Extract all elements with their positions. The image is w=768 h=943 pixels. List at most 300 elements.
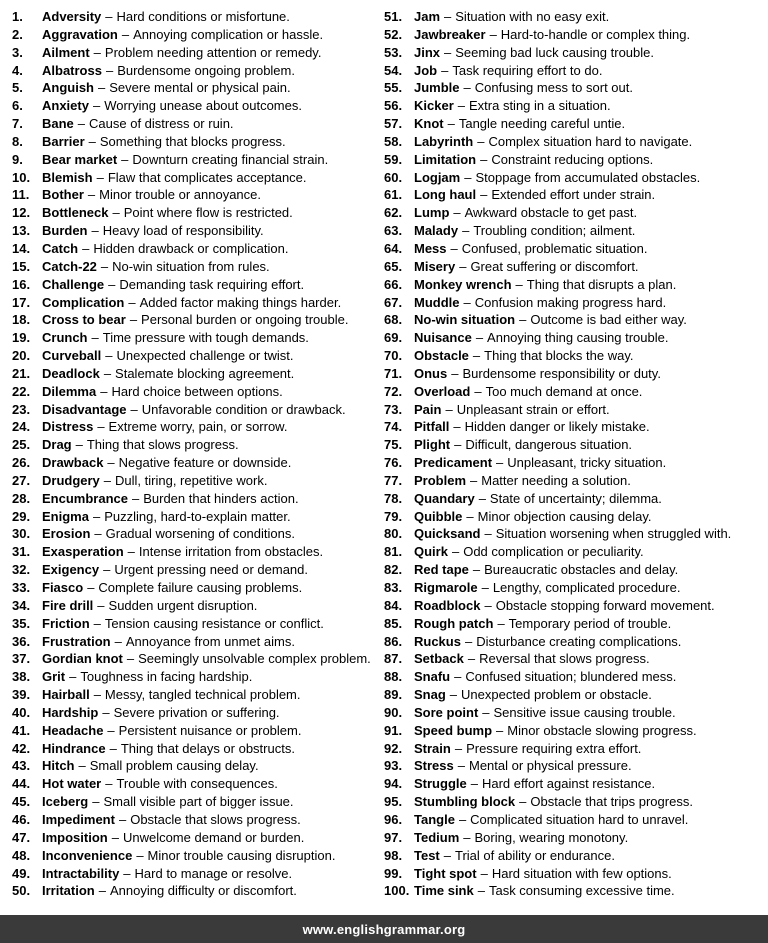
- item-term: Lump: [414, 205, 450, 221]
- list-item: [384, 329, 768, 347]
- item-term: Burden: [42, 223, 88, 239]
- list-item: [384, 668, 768, 686]
- list-item: [12, 115, 384, 133]
- item-number: 89.: [384, 687, 403, 703]
- item-separator: –: [127, 544, 135, 560]
- item-term: Plight: [414, 437, 451, 453]
- item-separator: –: [98, 80, 106, 96]
- item-definition: Seemingly unsolvable complex problem.: [138, 651, 371, 667]
- item-entry: [42, 668, 252, 686]
- item-entry: [42, 633, 295, 651]
- list-item: [12, 436, 384, 454]
- item-term: Jinx: [414, 44, 441, 60]
- list-item: [384, 686, 768, 704]
- item-separator: –: [91, 330, 99, 346]
- item-entry: [414, 882, 675, 900]
- item-entry: [414, 436, 632, 454]
- item-entry: [414, 865, 672, 883]
- item-definition: Thing that slows progress.: [86, 437, 239, 453]
- item-definition: Negative feature or downside.: [118, 455, 292, 471]
- list-item: [384, 418, 768, 436]
- list-item: [384, 97, 768, 115]
- item-definition: Messy, tangled technical problem.: [104, 687, 301, 703]
- item-number: 50.: [12, 883, 31, 899]
- item-number: 94.: [384, 776, 403, 792]
- item-term: Test: [414, 847, 440, 863]
- item-entry: [414, 44, 654, 62]
- item-definition: Problem needing attention or remedy.: [104, 44, 322, 60]
- item-term: Bane: [42, 116, 74, 132]
- item-separator: –: [454, 669, 462, 685]
- item-definition: Outcome is bad either way.: [530, 312, 687, 328]
- item-term: Exasperation: [42, 544, 124, 560]
- item-number: 14.: [12, 240, 31, 256]
- item-term: Misery: [414, 258, 456, 274]
- item-number: 74.: [384, 419, 403, 435]
- item-entry: [414, 633, 681, 651]
- item-definition: Hard choice between options.: [111, 383, 283, 399]
- item-number: 83.: [384, 580, 403, 595]
- list-item: [384, 436, 768, 454]
- item-number: 59.: [384, 151, 403, 167]
- list-item: [384, 597, 768, 615]
- item-definition: Toughness in facing hardship.: [80, 669, 253, 685]
- item-separator: –: [92, 794, 100, 810]
- item-definition: Persistent nuisance or problem.: [118, 722, 302, 738]
- item-entry: [414, 329, 668, 347]
- item-term: Overload: [414, 383, 471, 399]
- list-item: [384, 204, 768, 222]
- item-number: 27.: [12, 472, 31, 488]
- item-entry: [414, 186, 655, 204]
- list-item: [384, 865, 768, 883]
- item-term: Pitfall: [414, 419, 450, 435]
- item-separator: –: [112, 205, 120, 221]
- list-item: [384, 650, 768, 668]
- list-item: [12, 757, 384, 775]
- list-item: [384, 383, 768, 401]
- item-number: 40.: [12, 704, 31, 720]
- item-number: 63.: [384, 223, 403, 239]
- item-number: 58.: [384, 133, 403, 149]
- item-separator: –: [136, 847, 144, 863]
- item-definition: Flaw that complicates acceptance.: [107, 169, 307, 185]
- list-item: [12, 829, 384, 847]
- item-number: 28.: [12, 490, 31, 506]
- item-term: Iceberg: [42, 794, 89, 810]
- item-number: 61.: [384, 187, 403, 203]
- item-term: Muddle: [414, 294, 460, 310]
- item-number: 60.: [384, 169, 403, 185]
- item-separator: –: [108, 276, 116, 292]
- item-definition: Sudden urgent disruption.: [108, 597, 258, 613]
- item-number: 16.: [12, 276, 31, 292]
- item-number: 52.: [384, 26, 403, 42]
- item-number: 5.: [12, 80, 23, 96]
- item-number: 76.: [384, 455, 403, 471]
- item-definition: Odd complication or peculiarity.: [463, 544, 644, 560]
- item-entry: [414, 579, 680, 597]
- item-separator: –: [78, 758, 86, 774]
- item-term: Quirk: [414, 544, 448, 560]
- list-item: [384, 240, 768, 258]
- item-number: 93.: [384, 758, 403, 774]
- item-entry: [414, 847, 615, 865]
- item-definition: Confused situation; blundered mess.: [465, 669, 677, 685]
- list-item: [384, 311, 768, 329]
- item-separator: –: [97, 419, 105, 435]
- item-entry: [42, 865, 292, 883]
- item-definition: Minor trouble or annoyance.: [99, 187, 261, 203]
- item-definition: Tension causing resistance or conflict.: [104, 615, 324, 631]
- list-item: [12, 543, 384, 561]
- item-definition: Small problem causing delay.: [89, 758, 259, 774]
- item-entry: [414, 365, 661, 383]
- list-item: [12, 169, 384, 187]
- item-term: Catch-22: [42, 258, 97, 274]
- item-definition: Cause of distress or ruin.: [89, 116, 234, 132]
- item-term: Hindrance: [42, 740, 106, 756]
- item-definition: Great suffering or discomfort.: [470, 258, 639, 274]
- item-entry: [42, 26, 323, 44]
- list-item: [12, 151, 384, 169]
- item-term: Imposition: [42, 829, 108, 845]
- item-term: Disadvantage: [42, 401, 127, 417]
- item-number: 8.: [12, 133, 23, 149]
- item-term: Tight spot: [414, 865, 477, 881]
- item-number: 88.: [384, 669, 403, 685]
- item-number: 84.: [384, 597, 403, 613]
- item-definition: Disturbance creating complications.: [476, 633, 682, 649]
- item-separator: –: [451, 365, 459, 381]
- item-entry: [42, 811, 301, 829]
- item-entry: [42, 490, 299, 508]
- item-definition: Added factor making things harder.: [139, 294, 342, 310]
- item-term: Labyrinth: [414, 133, 474, 149]
- item-separator: –: [457, 98, 465, 114]
- item-term: Adversity: [42, 9, 102, 24]
- item-entry: [414, 543, 644, 561]
- item-separator: –: [481, 580, 489, 595]
- item-definition: Burdensome ongoing problem.: [117, 62, 295, 78]
- item-number: 65.: [384, 258, 403, 274]
- item-entry: [42, 793, 294, 811]
- item-definition: Minor objection causing delay.: [477, 508, 652, 524]
- item-definition: Extended effort under strain.: [491, 187, 656, 203]
- item-number: 22.: [12, 383, 31, 399]
- item-separator: –: [94, 526, 102, 542]
- item-separator: –: [463, 829, 471, 845]
- item-number: 77.: [384, 472, 403, 488]
- item-term: Stumbling block: [414, 794, 516, 810]
- item-entry: [42, 454, 291, 472]
- item-entry: [42, 704, 280, 722]
- item-definition: Severe privation or suffering.: [113, 704, 280, 720]
- item-entry: [414, 829, 628, 847]
- item-number: 4.: [12, 62, 23, 78]
- item-definition: Obstacle stopping forward movement.: [495, 597, 715, 613]
- item-definition: Urgent pressing need or demand.: [114, 562, 309, 578]
- item-number: 11.: [12, 187, 30, 203]
- item-term: Encumbrance: [42, 490, 128, 506]
- item-entry: [42, 757, 259, 775]
- item-number: 38.: [12, 669, 31, 685]
- item-entry: [414, 97, 611, 115]
- list-item: [12, 472, 384, 490]
- list-item: [384, 151, 768, 169]
- item-definition: Extreme worry, pain, or sorrow.: [108, 419, 288, 435]
- item-number: 45.: [12, 794, 31, 810]
- item-number: 82.: [384, 562, 403, 578]
- list-item: [384, 44, 768, 62]
- list-item: [384, 740, 768, 758]
- item-term: Hardship: [42, 704, 99, 720]
- item-number: 81.: [384, 544, 403, 560]
- item-entry: [42, 401, 346, 419]
- item-number: 97.: [384, 829, 403, 845]
- list-item: [12, 615, 384, 633]
- item-term: Logjam: [414, 169, 461, 185]
- item-number: 90.: [384, 704, 403, 720]
- item-term: Cross to bear: [42, 312, 126, 328]
- item-term: Aggravation: [42, 26, 118, 42]
- item-term: Hairball: [42, 687, 90, 703]
- item-entry: [42, 722, 301, 740]
- item-term: Intractability: [42, 865, 120, 881]
- item-definition: Unwelcome demand or burden.: [122, 829, 305, 845]
- item-term: Blemish: [42, 169, 93, 185]
- item-number: 70.: [384, 348, 403, 364]
- list-item: [12, 294, 384, 312]
- item-number: 69.: [384, 330, 403, 346]
- list-item: [384, 829, 768, 847]
- item-separator: –: [496, 455, 504, 471]
- list-item: [384, 454, 768, 472]
- list-item: [12, 347, 384, 365]
- item-separator: –: [467, 651, 476, 667]
- footer-url[interactable]: www.englishgrammar.org: [302, 921, 466, 937]
- item-entry: [42, 650, 371, 668]
- item-number: 43.: [12, 758, 31, 774]
- item-separator: –: [96, 169, 104, 185]
- item-number: 6.: [12, 98, 23, 114]
- list-item: [384, 294, 768, 312]
- item-definition: Personal burden or ongoing trouble.: [141, 312, 349, 328]
- item-separator: –: [447, 116, 455, 132]
- item-entry: [42, 240, 288, 258]
- item-term: Nuisance: [414, 330, 472, 346]
- item-separator: –: [69, 669, 77, 685]
- item-entry: [42, 204, 293, 222]
- item-number: 79.: [384, 508, 403, 524]
- item-entry: [414, 294, 666, 312]
- item-term: Struggle: [414, 776, 467, 792]
- item-number: 55.: [384, 80, 403, 96]
- item-entry: [414, 8, 609, 26]
- item-number: 39.: [12, 687, 31, 703]
- item-separator: –: [462, 223, 470, 239]
- item-term: Bother: [42, 187, 84, 203]
- item-separator: –: [464, 169, 472, 185]
- item-number: 34.: [12, 597, 31, 613]
- item-entry: [414, 722, 697, 740]
- item-separator: –: [444, 9, 452, 24]
- item-entry: [42, 115, 234, 133]
- list-item: [384, 8, 768, 26]
- item-term: Fiasco: [42, 580, 84, 595]
- list-item: [12, 383, 384, 401]
- item-separator: –: [87, 187, 96, 203]
- item-entry: [42, 79, 291, 97]
- item-separator: –: [92, 98, 101, 114]
- item-number: 44.: [12, 776, 31, 792]
- list-item: [384, 490, 768, 508]
- item-term: Tangle: [414, 811, 455, 827]
- item-entry: [414, 347, 634, 365]
- item-number: 62.: [384, 205, 403, 221]
- item-term: Quandary: [414, 490, 475, 506]
- item-term: Frustration: [42, 633, 111, 649]
- item-entry: [42, 829, 304, 847]
- item-entry: [42, 418, 287, 436]
- item-term: Onus: [414, 365, 448, 381]
- item-term: Enigma: [42, 508, 89, 524]
- item-term: Setback: [414, 651, 464, 667]
- item-separator: –: [484, 597, 492, 613]
- item-entry: [42, 276, 304, 294]
- item-definition: Confusing mess to sort out.: [474, 80, 633, 96]
- item-entry: [414, 793, 693, 811]
- item-definition: Severe mental or physical pain.: [109, 80, 291, 96]
- list-item: [12, 401, 384, 419]
- item-entry: [42, 294, 341, 312]
- item-number: 1.: [12, 9, 23, 24]
- item-number: 80.: [384, 526, 403, 542]
- item-separator: –: [441, 62, 449, 78]
- item-separator: –: [459, 258, 467, 274]
- item-separator: –: [496, 722, 504, 738]
- item-term: Fire drill: [42, 597, 94, 613]
- item-entry: [42, 151, 328, 169]
- item-entry: [414, 454, 666, 472]
- list-item: [384, 579, 768, 597]
- item-definition: Troubling condition; ailment.: [473, 223, 636, 239]
- item-separator: –: [458, 811, 467, 827]
- item-definition: Minor trouble causing disruption.: [147, 847, 336, 863]
- word-list-column-left: [0, 8, 384, 900]
- item-term: Catch: [42, 240, 79, 256]
- item-term: Bear market: [42, 151, 118, 167]
- item-definition: Obstacle that slows progress.: [130, 811, 301, 827]
- item-number: 24.: [12, 419, 31, 435]
- item-definition: Unexpected challenge or twist.: [116, 348, 294, 364]
- list-item: [384, 722, 768, 740]
- list-item: [12, 793, 384, 811]
- item-entry: [42, 347, 294, 365]
- list-item: [384, 115, 768, 133]
- item-definition: Time pressure with tough demands.: [102, 330, 309, 346]
- item-separator: –: [100, 258, 109, 274]
- list-item: [12, 633, 384, 651]
- item-number: 99.: [384, 865, 403, 881]
- item-separator: –: [114, 633, 122, 649]
- item-term: Kicker: [414, 98, 454, 114]
- item-entry: [414, 311, 687, 329]
- item-definition: Unpleasant, tricky situation.: [507, 455, 667, 471]
- list-item: [384, 26, 768, 44]
- item-number: 41.: [12, 722, 31, 738]
- item-definition: Mental or physical pressure.: [468, 758, 632, 774]
- list-item: [12, 311, 384, 329]
- list-item: [384, 401, 768, 419]
- list-item: [12, 26, 384, 44]
- item-separator: –: [87, 580, 95, 595]
- list-item: [384, 793, 768, 811]
- item-separator: –: [121, 151, 129, 167]
- item-separator: –: [92, 508, 101, 524]
- list-item: [12, 8, 384, 26]
- item-separator: –: [470, 776, 478, 792]
- item-number: 48.: [12, 847, 31, 863]
- item-definition: Stoppage from accumulated obstacles.: [475, 169, 701, 185]
- item-number: 91.: [384, 722, 403, 738]
- item-entry: [42, 508, 291, 526]
- item-separator: –: [103, 365, 112, 381]
- item-term: Irritation: [42, 883, 95, 899]
- list-item: [384, 811, 768, 829]
- item-separator: –: [91, 223, 99, 239]
- item-definition: Matter needing a solution.: [481, 472, 631, 488]
- item-entry: [42, 258, 270, 276]
- item-term: Hot water: [42, 776, 102, 792]
- item-definition: Sensitive issue causing trouble.: [493, 704, 676, 720]
- list-item: [12, 704, 384, 722]
- site-footer: [0, 915, 768, 943]
- item-entry: [414, 811, 688, 829]
- item-entry: [414, 525, 731, 543]
- item-term: Time sink: [414, 883, 474, 899]
- item-number: 26.: [12, 455, 31, 471]
- item-term: Pain: [414, 401, 442, 417]
- item-term: Sore point: [414, 704, 479, 720]
- item-number: 53.: [384, 44, 403, 60]
- item-entry: [414, 133, 692, 151]
- item-separator: –: [463, 294, 471, 310]
- item-entry: [414, 79, 633, 97]
- list-item: [384, 633, 768, 651]
- list-item: [12, 329, 384, 347]
- list-item: [384, 543, 768, 561]
- item-term: Inconvenience: [42, 847, 133, 863]
- word-list: [0, 8, 768, 900]
- list-item: [12, 276, 384, 294]
- item-entry: [42, 311, 348, 329]
- item-definition: Something that blocks progress.: [99, 133, 286, 149]
- item-entry: [414, 62, 602, 80]
- list-item: [12, 133, 384, 151]
- item-separator: –: [107, 455, 115, 471]
- item-definition: Lengthy, complicated procedure.: [492, 580, 681, 595]
- item-separator: –: [480, 151, 488, 167]
- item-entry: [414, 115, 625, 133]
- item-term: Snafu: [414, 669, 451, 685]
- item-term: Crunch: [42, 330, 88, 346]
- item-term: Malady: [414, 223, 459, 239]
- item-definition: Complex situation hard to navigate.: [488, 133, 693, 149]
- list-item: [12, 490, 384, 508]
- item-term: Long haul: [414, 187, 477, 203]
- item-term: Challenge: [42, 276, 105, 292]
